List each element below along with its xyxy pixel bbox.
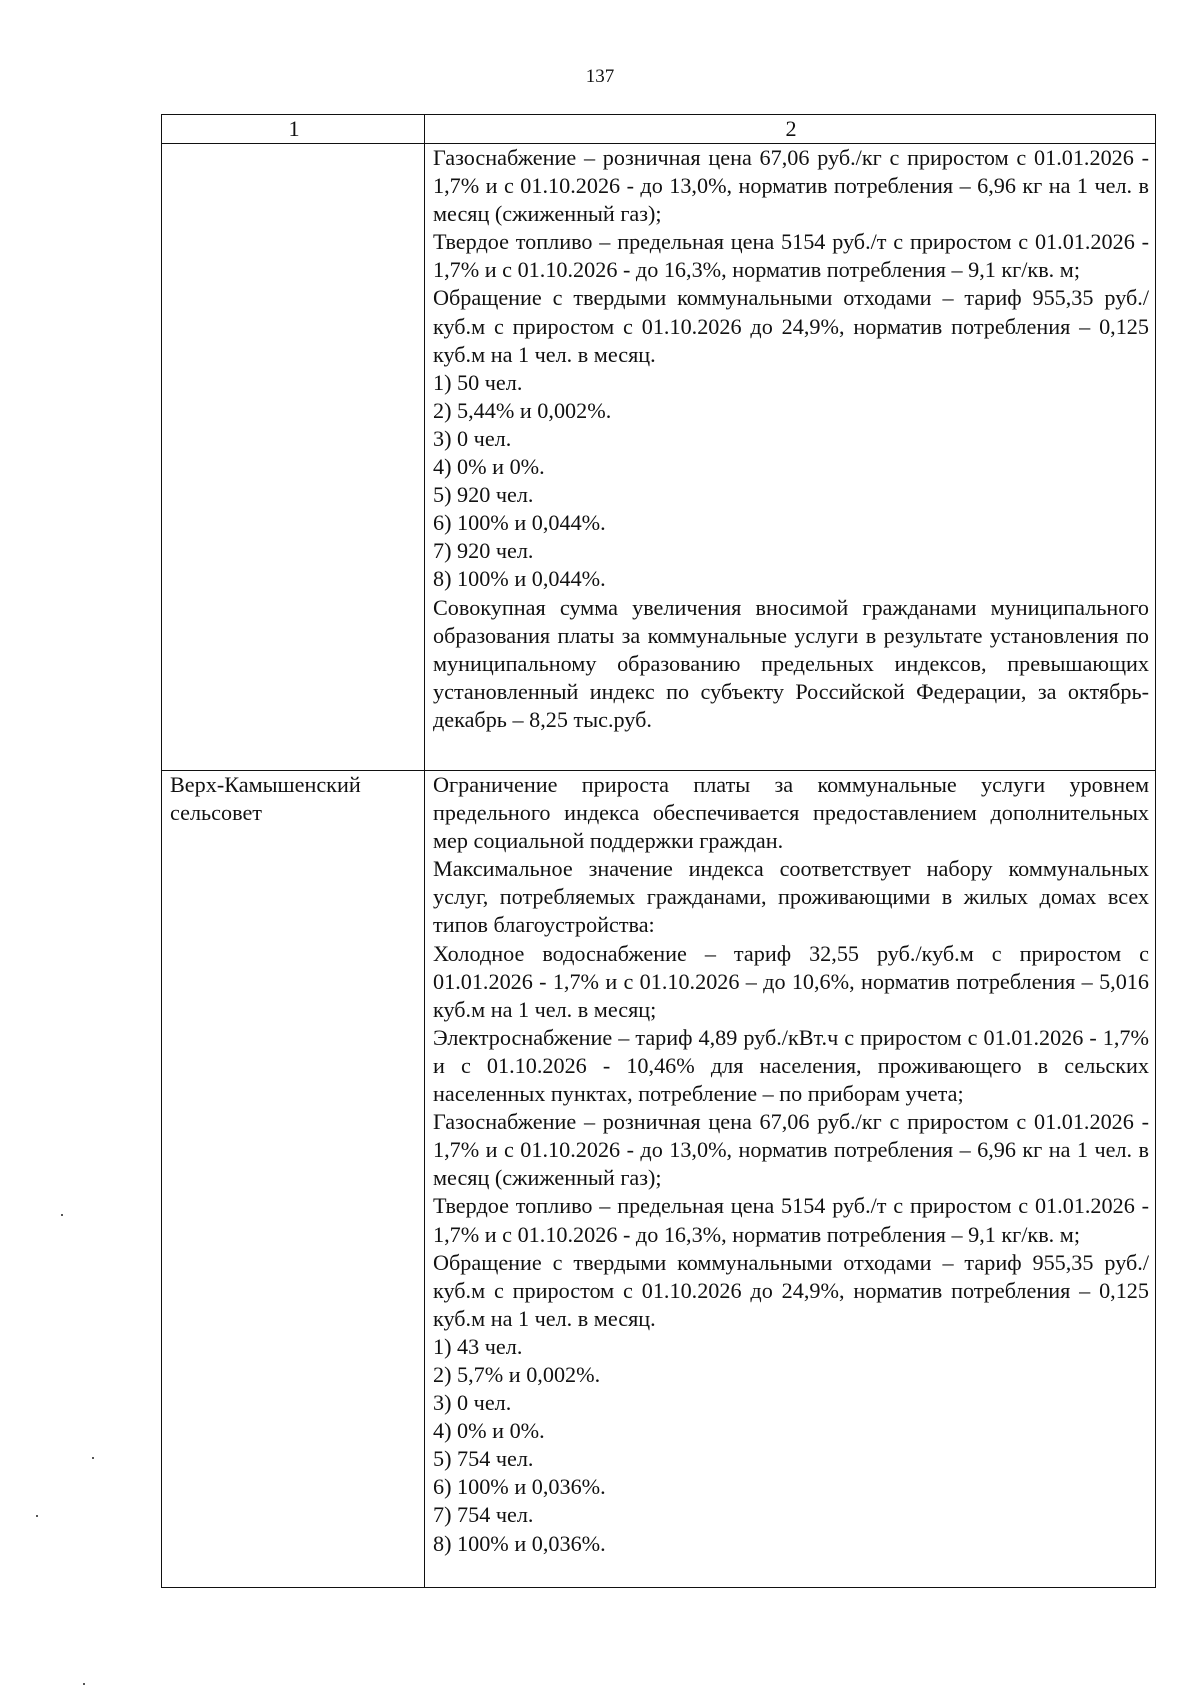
table-row <box>162 771 1156 1588</box>
list-item: 1) 43 чел. <box>433 1333 523 1359</box>
header-cell-2: 2 <box>425 115 1156 144</box>
tariff-paragraph: Электроснабжение – тариф 4,89 руб./кВт.ч с приростом с 01.01.2026 - 1,7% и с 01.10.2026 - 10,46% для населения, проживающего в сельских населенных пунктах, потребление – по приборам учета; <box>433 1024 1149 1107</box>
tariff-paragraph: Газоснабжение – розничная цена 67,06 руб./кг с приростом с 01.01.2026 - 1,7% и с 01.10.2026 - до 13,0%, норматив потребления – 6,96 кг на 1 чел. в месяц (сжиженный газ); <box>433 1109 1149 1191</box>
list-item: 4) 0% и 0%. <box>433 454 545 480</box>
list-item: 8) 100% и 0,044%. <box>433 566 606 592</box>
list-item: 8) 100% и 0,036%. <box>433 1530 606 1556</box>
tariff-paragraph: Обращение с твердыми коммунальными отходами – тариф 955,35 руб./куб.м с приростом с 01.10.2026 до 24,9%, норматив потребления – 0,125 куб.м на 1 чел. в месяц. <box>433 285 1149 367</box>
tariff-paragraph: Ограничение прироста платы за коммунальные услуги уровнем предельного индекса обеспечивается предоставлением дополнительных мер социальной поддержки граждан. <box>433 772 1149 854</box>
list-item: 3) 0 чел. <box>433 1390 512 1416</box>
description-cell <box>425 144 1156 771</box>
municipality-name: Верх-Камышенский сельсовет <box>170 772 361 826</box>
tariff-paragraph: Обращение с твердыми коммунальными отходами – тариф 955,35 руб./куб.м с приростом с 01.10.2026 до 24,9%, норматив потребления – 0,125 куб.м на 1 чел. в месяц. <box>433 1249 1149 1331</box>
list-item: 6) 100% и 0,044%. <box>433 510 606 536</box>
list-item: 3) 0 чел. <box>433 425 512 451</box>
scan-speck <box>83 1683 85 1685</box>
page-number: 137 <box>585 66 615 87</box>
list-item: 2) 5,44% и 0,002%. <box>433 397 612 423</box>
total-sum-paragraph: Совокупная сумма увеличения вносимой гражданами муниципального образования платы за коммунальные услуги в результате установления по муниципальному образованию предельных индексов, превышающих установленный индекс по субъекту Российской Федерации, за октябрь-декабрь – 8,25 тыс.руб. <box>433 594 1149 732</box>
scan-speck <box>61 1214 63 1216</box>
tariff-paragraph: Холодное водоснабжение – тариф 32,55 руб./куб.м с приростом с 01.01.2026 - 1,7% и с 01.10.2026 – до 10,6%, норматив потребления – 5,016 куб.м на 1 чел. в месяц; <box>433 940 1149 1022</box>
list-item: 1) 50 чел. <box>433 369 523 395</box>
header-cell-1: 1 <box>162 115 425 144</box>
scan-speck <box>36 1515 38 1517</box>
list-item: 7) 920 чел. <box>433 538 534 564</box>
tariff-paragraph: Максимальное значение индекса соответствует набору коммунальных услуг, потребляемых гражданами, проживающими в жилых домах всех типов благоустройства: <box>433 856 1149 938</box>
list-item: 5) 920 чел. <box>433 482 534 508</box>
list-item: 4) 0% и 0%. <box>433 1418 545 1444</box>
list-item: 2) 5,7% и 0,002%. <box>433 1361 601 1387</box>
municipal-tariff-table <box>161 114 1156 1588</box>
description-cell <box>425 771 1156 1588</box>
table-row <box>162 144 1156 771</box>
municipality-cell <box>162 144 425 771</box>
tariff-paragraph: Твердое топливо – предельная цена 5154 руб./т с приростом с 01.01.2026 - 1,7% и с 01.10.2026 - до 16,3%, норматив потребления – 9,1 кг/кв. м; <box>433 229 1149 283</box>
list-item: 6) 100% и 0,036%. <box>433 1474 606 1500</box>
list-item: 7) 754 чел. <box>433 1502 534 1528</box>
tariff-paragraph: Газоснабжение – розничная цена 67,06 руб./кг с приростом с 01.01.2026 - 1,7% и с 01.10.2026 - до 13,0%, норматив потребления – 6,96 кг на 1 чел. в месяц (сжиженный газ); <box>433 145 1149 227</box>
scan-speck <box>92 1457 94 1459</box>
list-item: 5) 754 чел. <box>433 1446 534 1472</box>
municipality-cell <box>162 771 425 1588</box>
table-header-row <box>162 115 1156 144</box>
tariff-paragraph: Твердое топливо – предельная цена 5154 руб./т с приростом с 01.01.2026 - 1,7% и с 01.10.2026 - до 16,3%, норматив потребления – 9,1 кг/кв. м; <box>433 1193 1149 1247</box>
